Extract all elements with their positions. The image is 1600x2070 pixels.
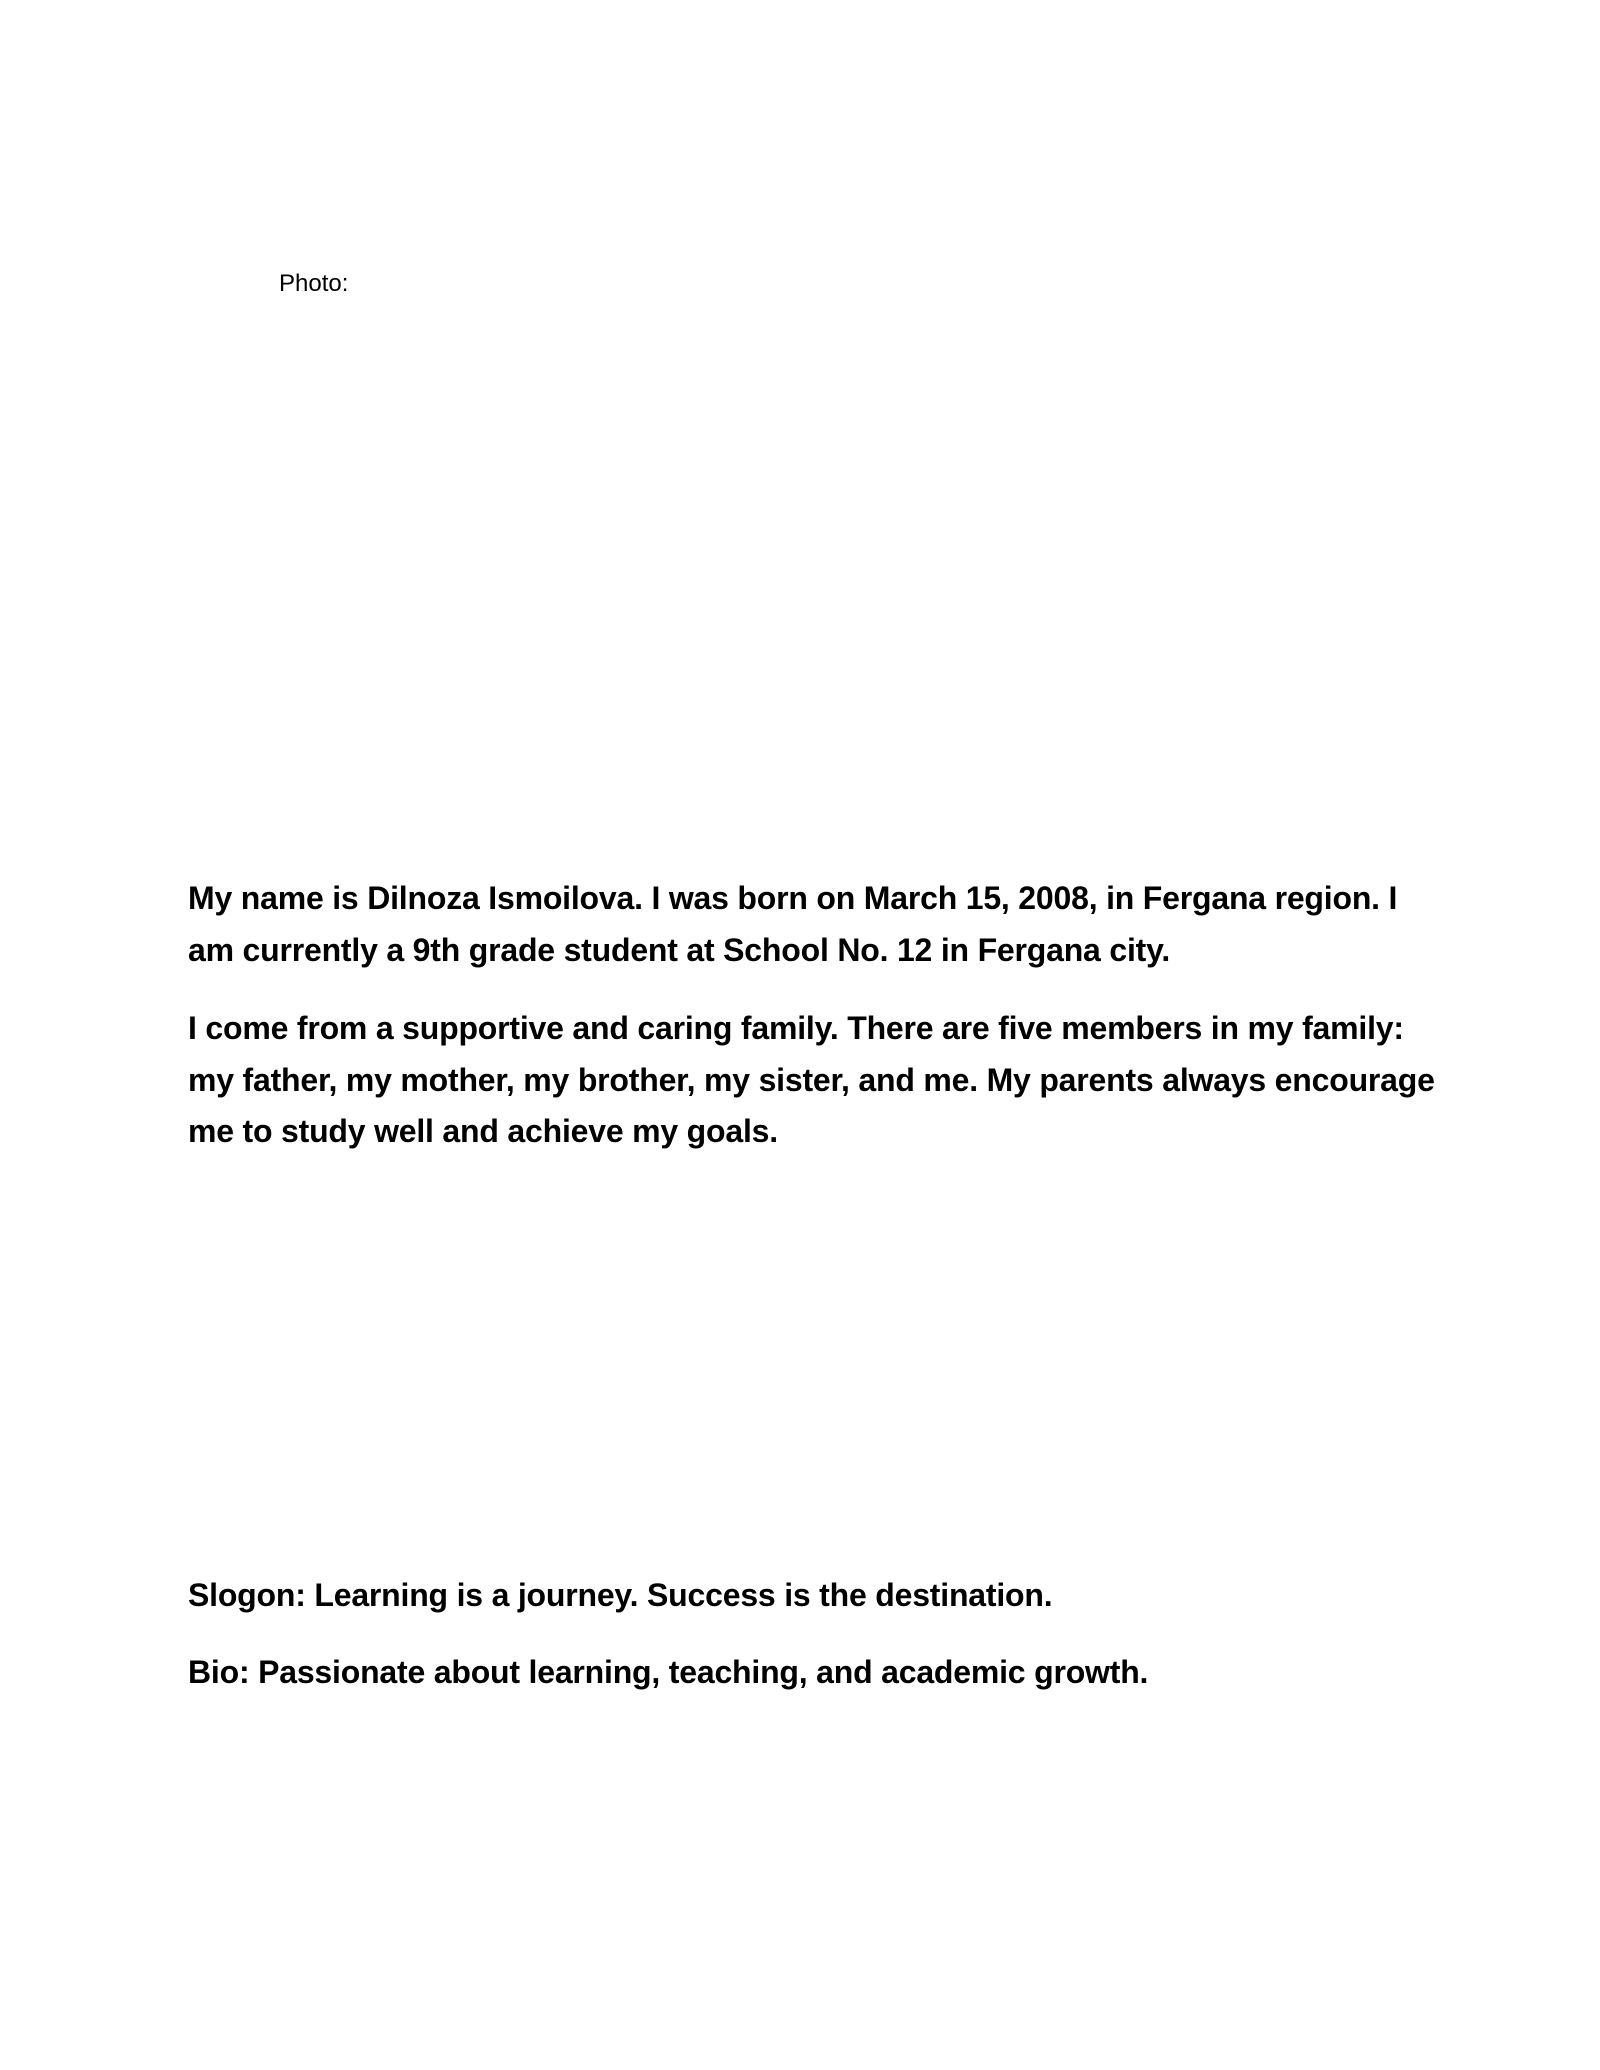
family-paragraph: I come from a supportive and caring family. There are five members in my family: my father, my mother, my brother, my sister, and me. My parents always encourage me to study well and achieve my goals. [188, 1010, 1435, 1149]
intro-paragraph: My name is Dilnoza Ismoilova. I was born on March 15, 2008, in Fergana region. I am currently a 9th grade student at School No. 12 in Fergana city. [188, 880, 1398, 968]
photo-label: Photo: [279, 270, 349, 297]
bio-paragraph: Bio: Passionate about learning, teaching, and academic growth. [188, 1654, 1149, 1690]
slogan-paragraph: Slogon: Learning is a journey. Success is the destination. [188, 1577, 1053, 1613]
photo-placeholder [279, 305, 319, 845]
